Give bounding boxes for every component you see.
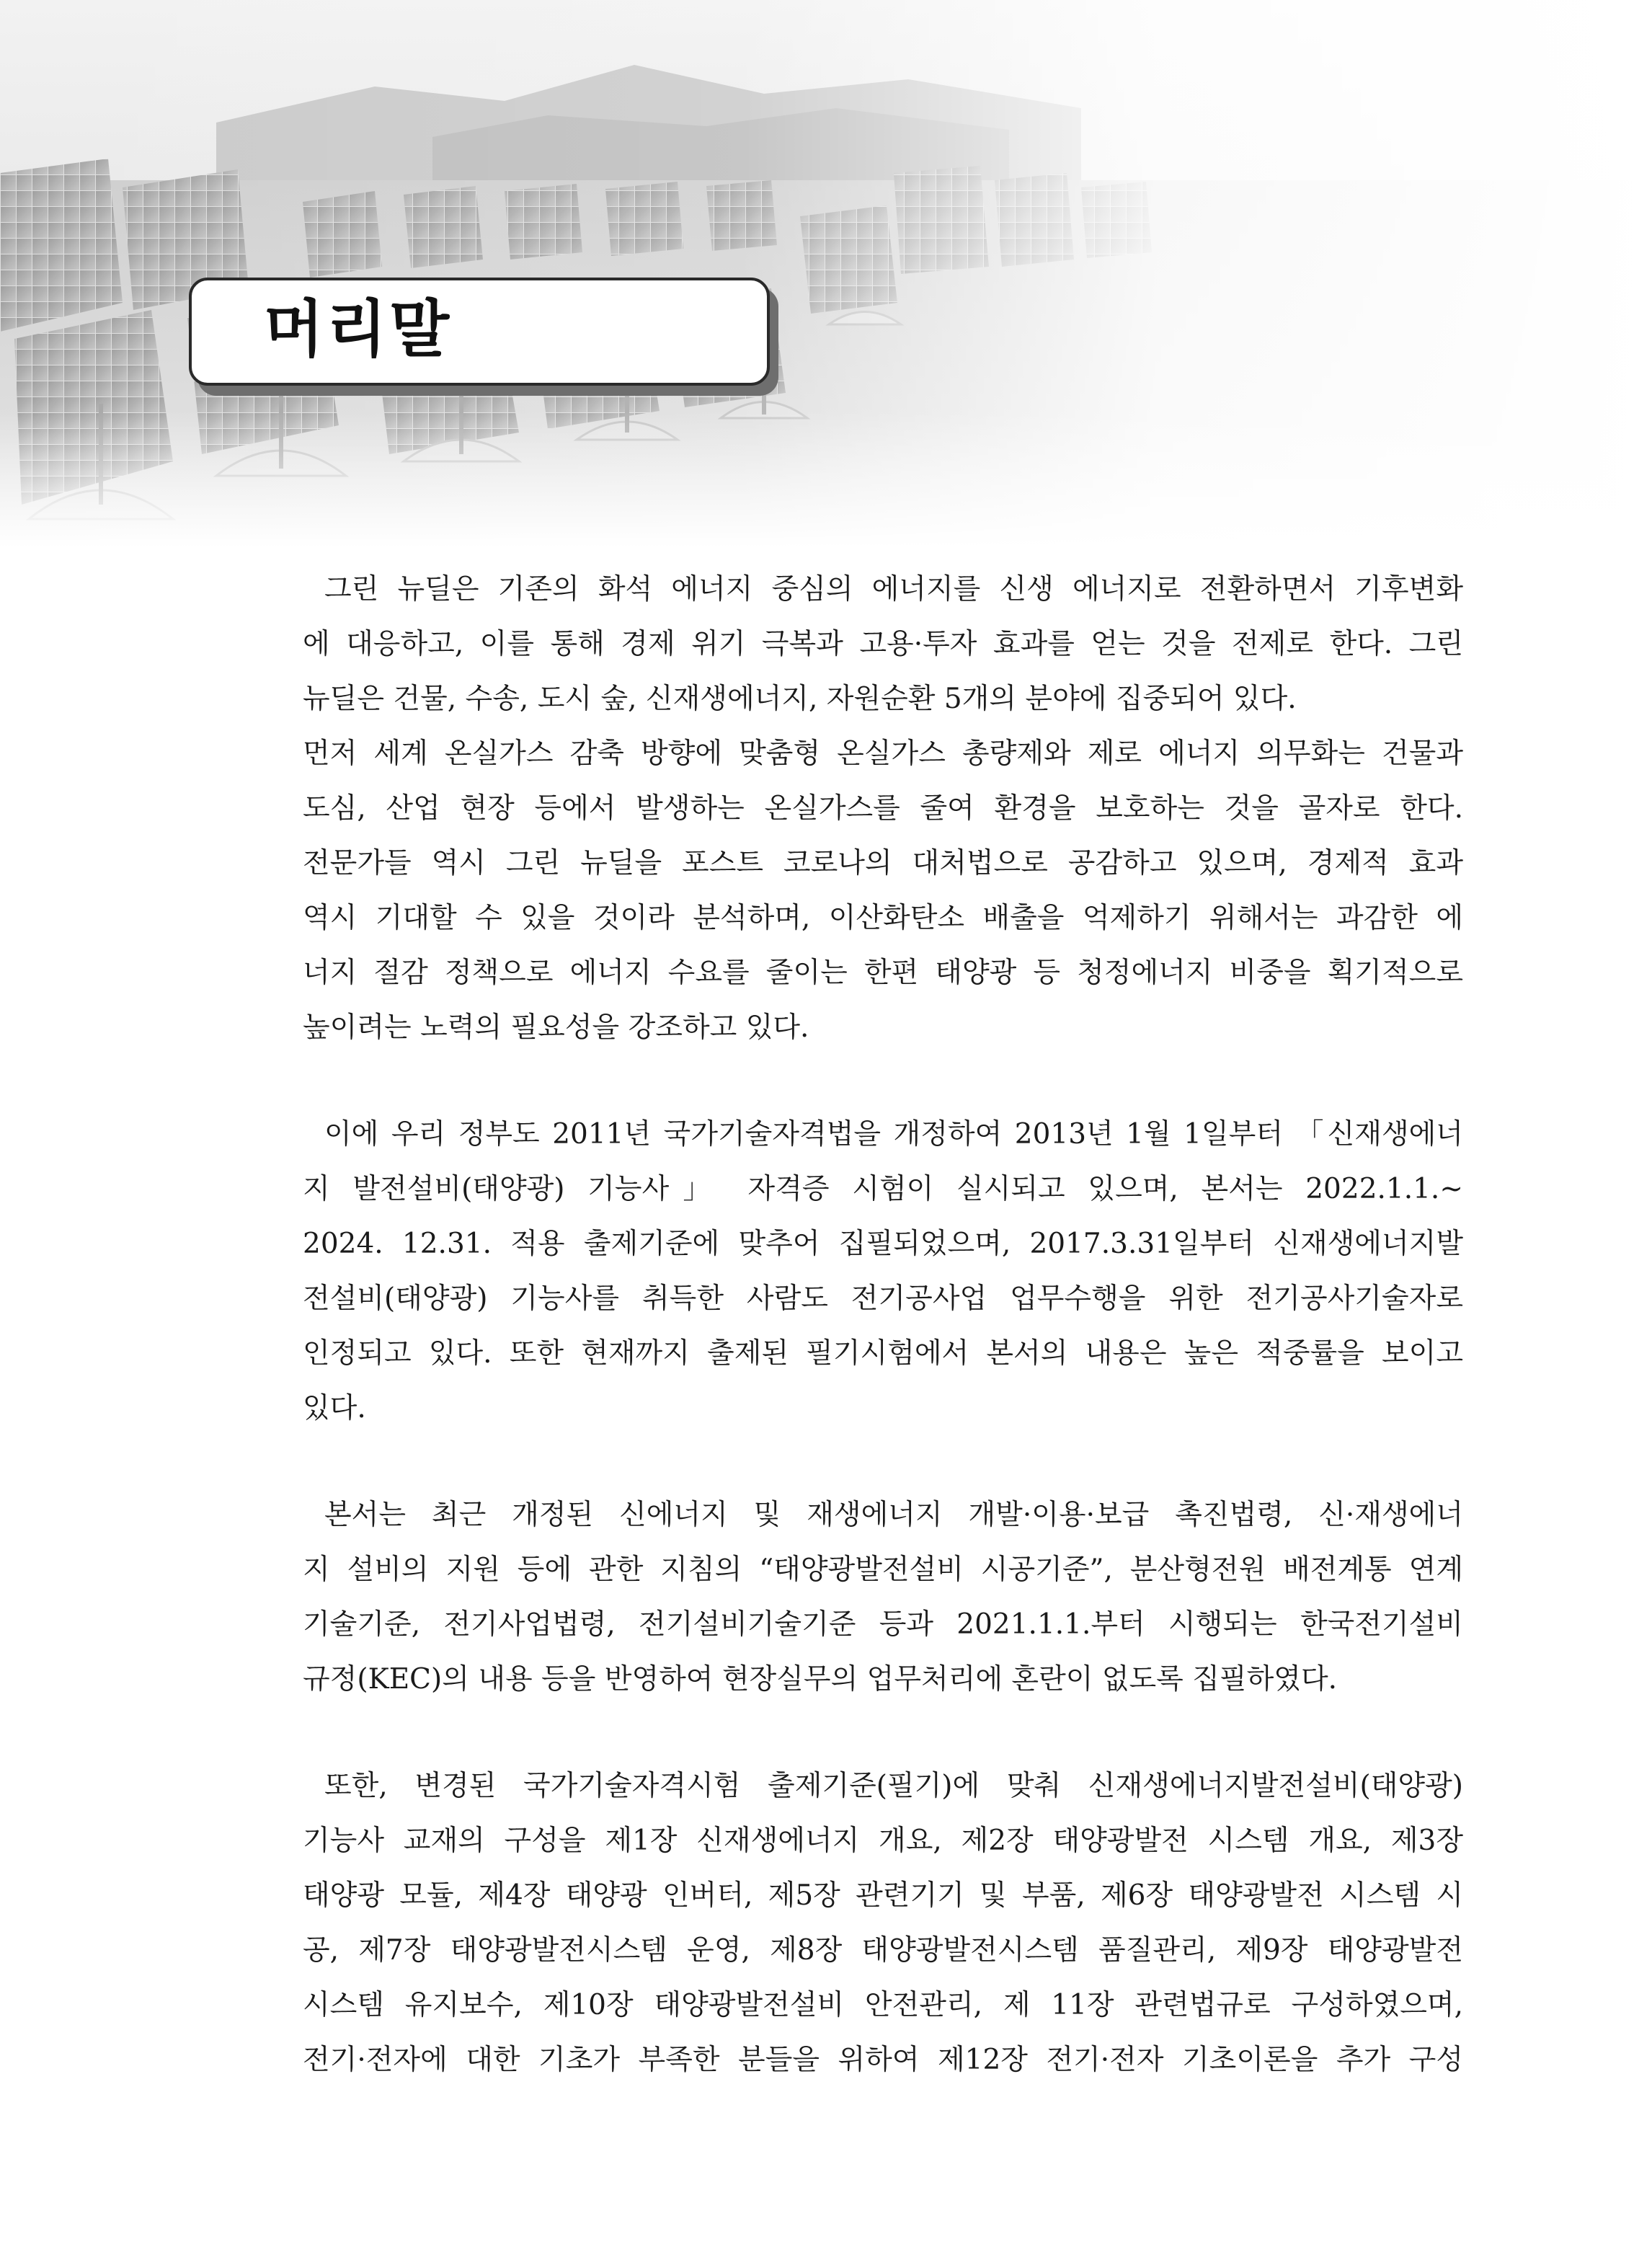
preface-body [303,562,1463,2140]
text-line: 지 설비의 지원 등에 관한 지침의 “태양광발전설비 시공기준”, 분산형전원 배전계통 연계 [303,1554,1463,1586]
text-line: 전기·전자에 대한 기초가 부족한 분들을 위하여 제12장 전기·전자 기초이론을 추가 구성 [303,2044,1463,2076]
text-line: 도심, 산업 현장 등에서 발생하는 온실가스를 줄여 환경을 보호하는 것을 골자로 한다. [303,792,1463,825]
text-line: 인정되고 있다. 또한 현재까지 출제된 필기시험에서 본서의 내용은 높은 적중률을 보이고 [303,1337,1463,1370]
text-line: 역시 기대할 수 있을 것이라 분석하며, 이산화탄소 배출을 억제하기 위해서는 과감한 에 [303,902,1463,934]
text-line: 2024. 12.31. 적용 출제기준에 맞추어 집필되었으며, 2017.3.31일부터 신재생에너지발 [303,1228,1463,1260]
header-solar-panel-photo [0,0,1652,548]
paragraph-1 [303,562,1463,1055]
text-line: 높이려는 노력의 필요성을 강조하고 있다. [303,1011,809,1044]
text-line: 기능사 교재의 구성을 제1장 신재생에너지 개요, 제2장 태양광발전 시스템 개요, 제3장 [303,1825,1463,1857]
page-title: 머리말 [264,293,453,365]
text-line: 기술기준, 전기사업법령, 전기설비기술기준 등과 2021.1.1.부터 시행되는 한국전기설비 [303,1608,1463,1641]
text-line: 태양광 모듈, 제4장 태양광 인버터, 제5장 관련기기 및 부품, 제6장 태양광발전 시스템 시 [303,1879,1463,1912]
text-line: 이에 우리 정부도 2011년 국가기술자격법을 개정하여 2013년 1월 1일부터 「신재생에너 [324,1118,1463,1151]
text-line: 지 발전설비(태양광) 기능사」 자격증 시험이 실시되고 있으며, 본서는 2022.1.1.~ [303,1173,1463,1205]
text-line: 시스템 유지보수, 제10장 태양광발전설비 안전관리, 제 11장 관련법규로 구성하였으며, [303,1989,1463,2021]
text-line: 뉴딜은 건물, 수송, 도시 숲, 신재생에너지, 자원순환 5개의 분야에 집중되어 있다. [303,683,1297,715]
text-line: 전문가들 역시 그린 뉴딜을 포스트 코로나의 대처법으로 공감하고 있으며, 경제적 효과 [303,847,1463,879]
text-line: 에 대응하고, 이를 통해 경제 위기 극복과 고용·투자 효과를 얻는 것을 전제로 한다. 그린 [303,628,1463,660]
paragraph-2 [303,1107,1463,1436]
text-line: 또한, 변경된 국가기술자격시험 출제기준(필기)에 맞춰 신재생에너지발전설비(태양광) [324,1770,1463,1802]
paragraph-4 [303,1759,1463,2088]
text-line: 본서는 최근 개정된 신에너지 및 재생에너지 개발·이용·보급 촉진법령, 신·재생에너 [324,1499,1463,1531]
text-line: 공, 제7장 태양광발전시스템 운영, 제8장 태양광발전시스템 품질관리, 제9장 태양광발전 [303,1934,1463,1967]
text-line: 있다. [303,1392,366,1424]
text-line: 너지 절감 정책으로 에너지 수요를 줄이는 한편 태양광 등 청정에너지 비중을 획기적으로 [303,957,1463,989]
text-line: 규정(KEC)의 내용 등을 반영하여 현장실무의 업무처리에 혼란이 없도록 집필하였다. [303,1663,1338,1696]
text-line: 전설비(태양광) 기능사를 취득한 사람도 전기공사업 업무수행을 위한 전기공사기술자로 [303,1282,1463,1315]
text-line: 그린 뉴딜은 기존의 화석 에너지 중심의 에너지를 신생 에너지로 전환하면서 기후변화 [324,573,1463,606]
paragraph-3 [303,1488,1463,1707]
text-line: 먼저 세계 온실가스 감축 방향에 맞춤형 온실가스 총량제와 제로 에너지 의무화는 건물과 [303,737,1463,770]
title-box [189,278,770,386]
